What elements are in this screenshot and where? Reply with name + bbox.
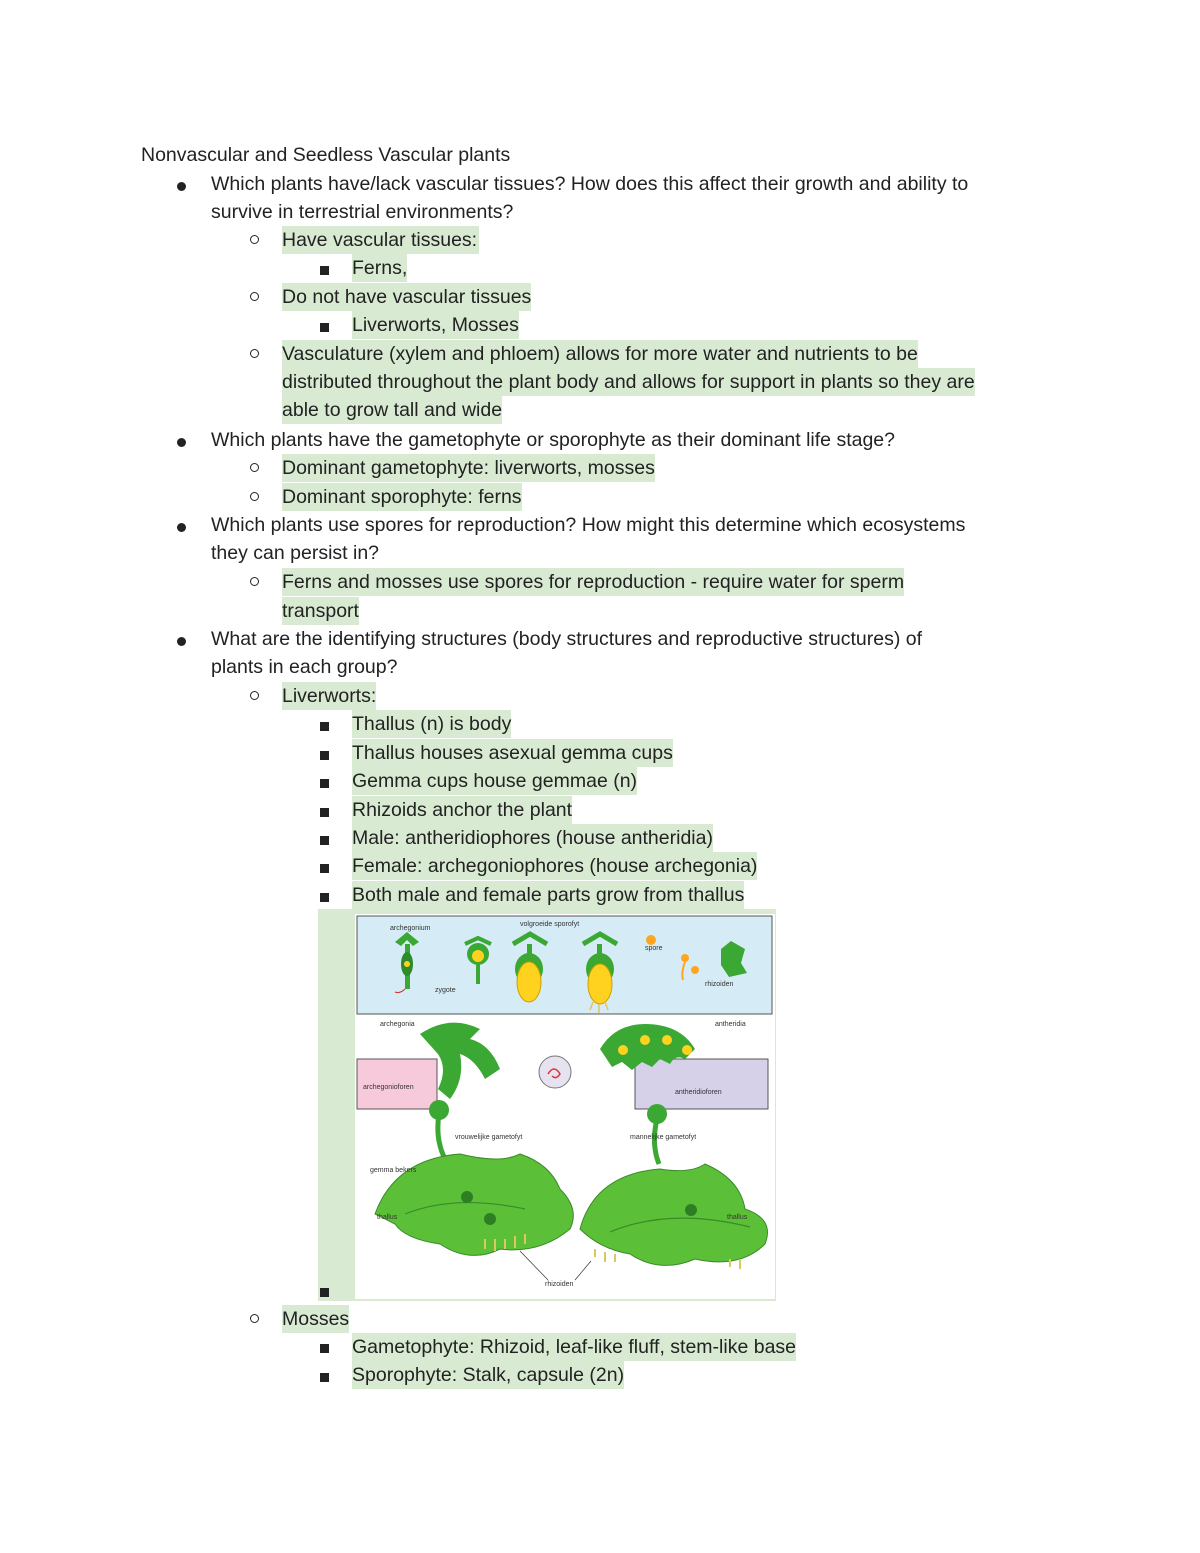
square-marker — [320, 751, 329, 760]
liverwort-lifecycle-diagram — [355, 914, 775, 1299]
answer-text: Liverworts: — [282, 682, 376, 710]
label-female-gametophyte: vrouwelijke gametofyt — [455, 1134, 523, 1141]
label-spore: spore — [645, 945, 663, 952]
antheridioforen-panel — [635, 1059, 768, 1109]
bullet-dot-marker — [177, 523, 186, 532]
answer-text: Vasculature (xylem and phloem) allows for more water and nutrients to be — [282, 340, 918, 368]
answer-text: Sporophyte: Stalk, capsule (2n) — [352, 1361, 624, 1389]
square-marker — [320, 864, 329, 873]
answer-text: Do not have vascular tissues — [282, 283, 531, 311]
answer-text: Ferns, — [352, 254, 407, 282]
answer-text: able to grow tall and wide — [282, 396, 502, 424]
answer-text: Dominant gametophyte: liverworts, mosses — [282, 454, 655, 482]
square-marker — [320, 323, 329, 332]
answer-text: Have vascular tissues: — [282, 226, 479, 254]
label-male-gametophyte: mannelijke gametofyt — [630, 1134, 697, 1141]
bullet-dot-marker — [177, 182, 186, 191]
answer-text: Both male and female parts grow from thallus — [352, 881, 744, 909]
bullet-dot-marker — [177, 637, 186, 646]
answer-text: Rhizoids anchor the plant — [352, 796, 572, 824]
square-marker — [320, 1344, 329, 1353]
answer-text: Gemma cups house gemmae (n) — [352, 767, 637, 795]
answer-text: distributed throughout the plant body and allows for support in plants so they are — [282, 368, 975, 396]
answer-text: Gametophyte: Rhizoid, leaf-like fluff, stem-like base — [352, 1333, 796, 1361]
label-thallus-left: thallus — [377, 1214, 398, 1221]
square-marker — [320, 836, 329, 845]
question-text: Which plants have the gametophyte or sporophyte as their dominant life stage? — [211, 429, 895, 451]
answer-text: Male: antheridiophores (house antheridia) — [352, 824, 713, 852]
label-archegonioforen: archegonioforen — [363, 1084, 414, 1091]
label-antheridioforen: antheridioforen — [675, 1089, 722, 1096]
square-marker — [320, 266, 329, 275]
answer-text: transport — [282, 597, 359, 625]
label-archegonium: archegonium — [390, 925, 431, 932]
square-marker — [320, 1373, 329, 1382]
answer-text: Dominant sporophyte: ferns — [282, 483, 522, 511]
bullet-dot-marker — [177, 438, 186, 447]
answer-text: Thallus (n) is body — [352, 710, 511, 738]
circle-marker — [250, 292, 259, 301]
liverwort-lifecycle-figure — [355, 914, 775, 1299]
answer-text: Thallus houses asexual gemma cups — [352, 739, 673, 767]
question-text: Which plants use spores for reproduction? How might this determine which ecosystems — [211, 514, 966, 536]
document-title: Nonvascular and Seedless Vascular plants — [141, 144, 511, 166]
label-rhizoiden: rhizoiden — [705, 981, 734, 988]
answer-text: Mosses — [282, 1305, 349, 1333]
female-stalk — [438, 1114, 445, 1159]
label-rhizoids-bottom: rhizoiden — [545, 1281, 574, 1288]
answer-text: Liverworts, Mosses — [352, 311, 519, 339]
circle-marker — [250, 463, 259, 472]
question-text: survive in terrestrial environments? — [211, 201, 514, 223]
circle-marker — [250, 235, 259, 244]
circle-marker — [250, 1314, 259, 1323]
sperm-cell-circle — [539, 1056, 571, 1088]
circle-marker — [250, 691, 259, 700]
answer-text: Ferns and mosses use spores for reproduction - require water for sperm — [282, 568, 904, 596]
label-sporophyte: volgroeide sporofyt — [520, 921, 580, 928]
square-marker — [320, 1288, 329, 1297]
label-zygote: zygote — [435, 987, 456, 994]
label-thallus-right: thallus — [727, 1214, 748, 1221]
question-text: plants in each group? — [211, 656, 398, 678]
square-marker — [320, 893, 329, 902]
question-text: What are the identifying structures (body structures and reproductive structures) of — [211, 628, 922, 650]
answer-text: Female: archegoniophores (house archegonia) — [352, 852, 757, 880]
circle-marker — [250, 492, 259, 501]
male-stalk — [654, 1119, 659, 1164]
label-antheridia: antheridia — [715, 1021, 746, 1028]
circle-marker — [250, 577, 259, 586]
square-marker — [320, 808, 329, 817]
label-gemma-cups: gemma bekers — [370, 1167, 417, 1174]
question-text: Which plants have/lack vascular tissues? How does this affect their growth and ability to — [211, 173, 969, 195]
circle-marker — [250, 349, 259, 358]
square-marker — [320, 722, 329, 731]
label-archegonia: archegonia — [380, 1021, 415, 1028]
square-marker — [320, 779, 329, 788]
question-text: they can persist in? — [211, 542, 380, 564]
